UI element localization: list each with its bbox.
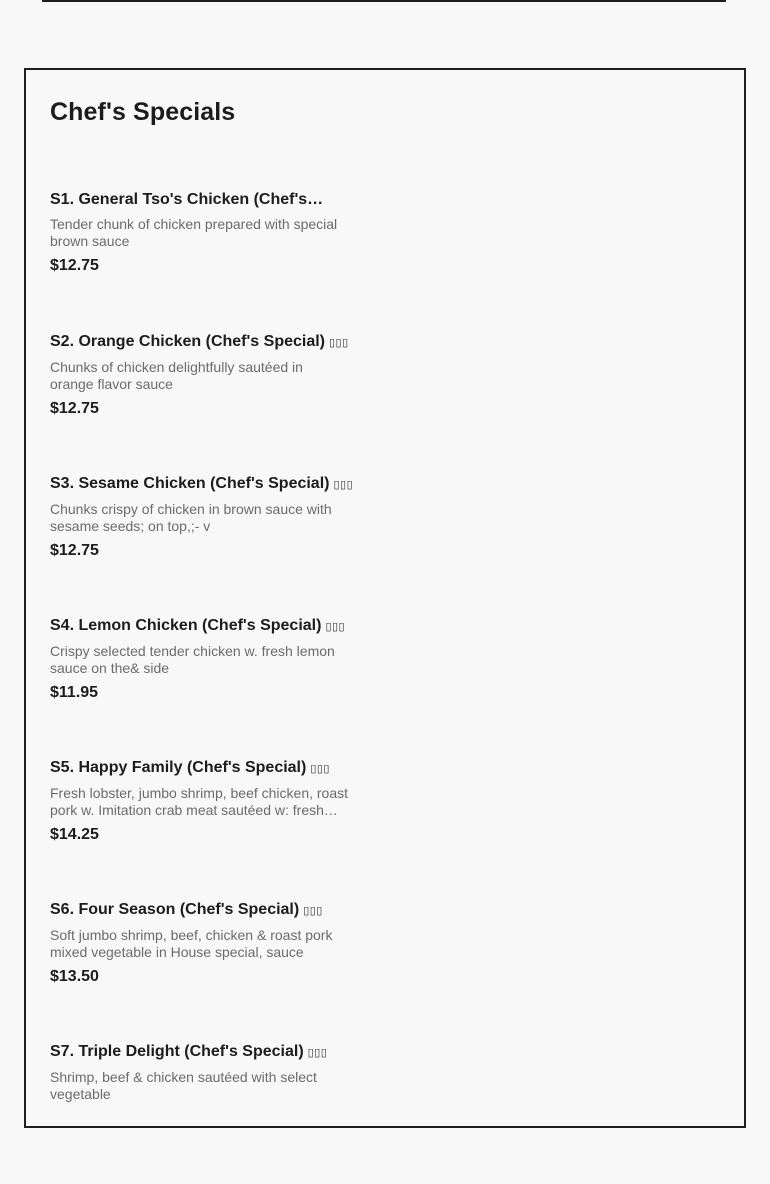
menu-item-description: Fresh lobster, jumbo shrimp, beef chicken, roast pork w. Imitation crab meat sautéed w: fresh… (50, 785, 349, 818)
menu-item-price: $13.50 (50, 968, 99, 985)
menu-item-description: Chunks crispy of chicken in brown sauce with sesame seeds; on top,;- v (50, 501, 332, 534)
menu-item-name: S5. Happy Family (Chef's Special) ▯▯▯ (50, 759, 330, 776)
menu-item-description: Chunks of chicken delightfully sautéed in orange flavor sauce (50, 359, 303, 392)
menu-item[interactable] (50, 758, 360, 900)
menu-item-description: Tender chunk of chicken prepared with special brown sauce (50, 216, 338, 249)
menu-item-price: $11.95 (50, 684, 99, 701)
corner-notch-left (12, 56, 24, 68)
menu-item-name: S1. General Tso's Chicken (Chef's… (50, 191, 324, 208)
menu-item[interactable] (50, 190, 360, 332)
spicy-icon: ▯▯▯ (329, 337, 349, 349)
menu-item-price: $12.75 (50, 542, 99, 559)
spicy-icon: ▯▯▯ (303, 905, 323, 917)
previous-section-card (42, 0, 726, 2)
menu-item-name: S6. Four Season (Chef's Special) ▯▯▯ (50, 901, 323, 918)
corner-notch-right (746, 56, 758, 68)
menu-item-name: S3. Sesame Chicken (Chef's Special) ▯▯▯ (50, 475, 354, 492)
menu-item-price: $12.75 (50, 257, 99, 274)
menu-item[interactable] (50, 1042, 360, 1184)
menu-item-description: Soft jumbo shrimp, beef, chicken & roast pork mixed vegetable in House special, sauce (50, 927, 333, 960)
menu-item[interactable] (50, 332, 360, 474)
chefs-specials-section (24, 68, 746, 1128)
menu-item[interactable] (50, 900, 360, 1042)
spicy-icon: ▯▯▯ (325, 621, 346, 633)
menu-item[interactable] (50, 474, 360, 616)
menu-item-list (50, 190, 360, 1184)
menu-item-price: $14.25 (50, 826, 99, 843)
menu-item[interactable] (50, 616, 360, 758)
menu-item-name: S4. Lemon Chicken (Chef's Special) ▯▯▯ (50, 617, 346, 634)
menu-item-description: Shrimp, beef & chicken sautéed with select vegetable (50, 1069, 317, 1102)
menu-item-name: S7. Triple Delight (Chef's Special) ▯▯▯ (50, 1043, 328, 1060)
spicy-icon: ▯▯▯ (333, 479, 354, 491)
menu-item-name: S2. Orange Chicken (Chef's Special) ▯▯▯ (50, 333, 349, 350)
menu-item-price: $12.75 (50, 400, 99, 417)
spicy-icon: ▯▯▯ (310, 763, 330, 775)
menu-item-description: Crispy selected tender chicken w. fresh lemon sauce on the& side (50, 643, 335, 676)
spicy-icon: ▯▯▯ (307, 1047, 328, 1059)
section-title: Chef's Specials (50, 98, 236, 126)
